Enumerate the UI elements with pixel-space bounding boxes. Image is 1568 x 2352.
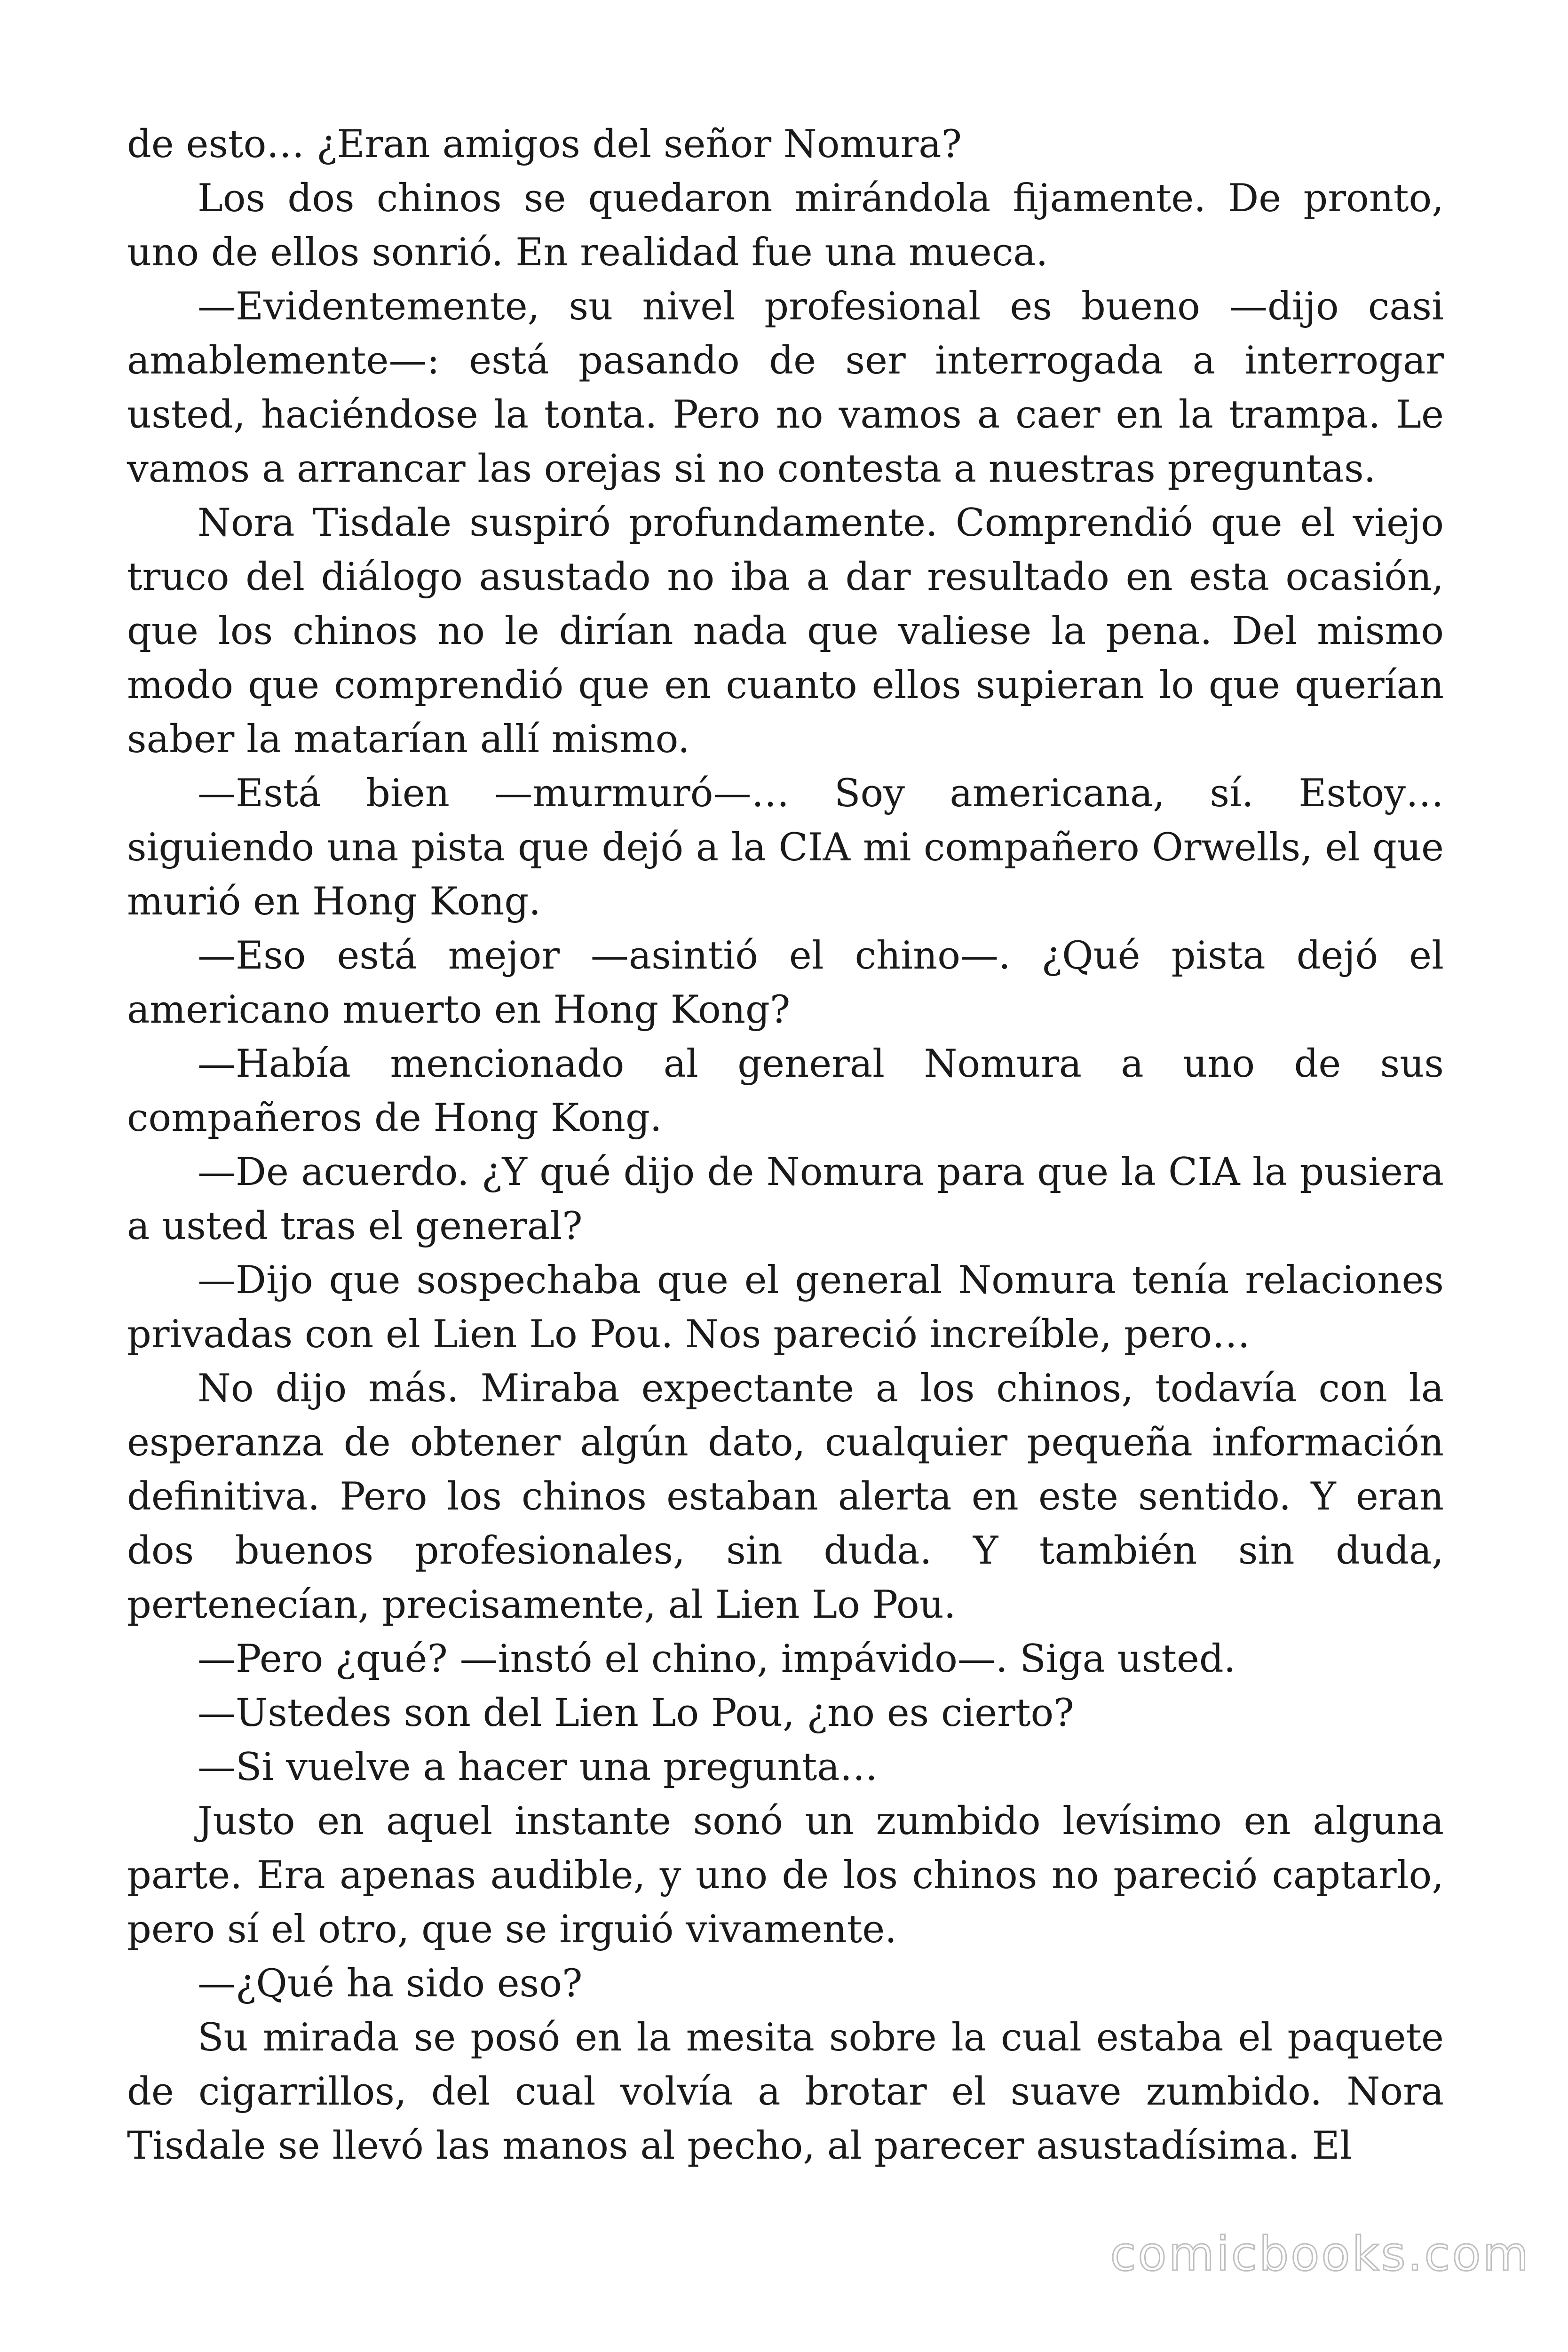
paragraph-7: —Había mencionado al general Nomura a uno de sus compañeros de Hong Kong. [127,1042,1444,1140]
paragraph-14: Justo en aquel instante sonó un zumbido levísimo en alguna parte. Era apenas audible, y uno de los chinos no pareció captarlo, pero sí el otro, que se irguió vivamente. [127,1799,1444,1952]
paragraph-10: No dijo más. Miraba expectante a los chinos, todavía con la esperanza de obtener algún dato, cualquier pequeña información definitiva. Pero los chinos estaban alerta en este sentido. Y eran dos buenos profesionales, sin duda. Y también sin duda, pertenecían, precisamente, al Lien Lo Pou. [127,1367,1444,1627]
paragraph-11: —Pero ¿qué? —instó el chino, impávido—. Siga usted. [198,1637,1236,1681]
page-body [127,118,1444,2173]
paragraph-5: —Está bien —murmuró—… Soy americana, sí. Estoy… siguiendo una pista que dejó a la CIA mi compañero Orwells, el que murió en Hong Kong. [127,771,1444,924]
paragraph-3: —Evidentemente, su nivel profesional es bueno —dijo casi amablemente—: está pasando de ser interrogada a interrogar usted, haciéndose la tonta. Pero no vamos a caer en la trampa. Le vamos a arrancar las orejas si no contesta a nuestras preguntas. [127,285,1444,491]
paragraph-15: —¿Qué ha sido eso? [198,1962,583,2006]
paragraph-8: —De acuerdo. ¿Y qué dijo de Nomura para que la CIA la pusiera a usted tras el general? [127,1150,1444,1248]
paragraph-1: de esto… ¿Eran amigos del señor Nomura? [127,122,962,167]
paragraph-4: Nora Tisdale suspiró profundamente. Comprendió que el viejo truco del diálogo asustado no iba a dar resultado en esta ocasión, que los chinos no le dirían nada que valiese la pena. Del mismo modo que comprendió que en cuanto ellos supieran lo que querían saber la matarían allí mismo. [127,501,1444,762]
paragraph-2: Los dos chinos se quedaron mirándola fijamente. De pronto, uno de ellos sonrió. En realidad fue una mueca. [127,176,1444,275]
watermark-text: comicbooks.com [1110,2226,1530,2281]
paragraph-9: —Dijo que sospechaba que el general Nomura tenía relaciones privadas con el Lien Lo Pou. Nos pareció increíble, pero… [127,1258,1444,1357]
paragraph-12: —Ustedes son del Lien Lo Pou, ¿no es cierto? [198,1691,1074,1735]
paragraph-16: Su mirada se posó en la mesita sobre la cual estaba el paquete de cigarrillos, del cual volvía a brotar el suave zumbido. Nora Tisdale se llevó las manos al pecho, al parecer asustadísima. El [127,2016,1444,2168]
paragraph-6: —Eso está mejor —asintió el chino—. ¿Qué pista dejó el americano muerto en Hong Kong? [127,934,1444,1032]
paragraph-13: —Si vuelve a hacer una pregunta… [198,1745,878,1789]
